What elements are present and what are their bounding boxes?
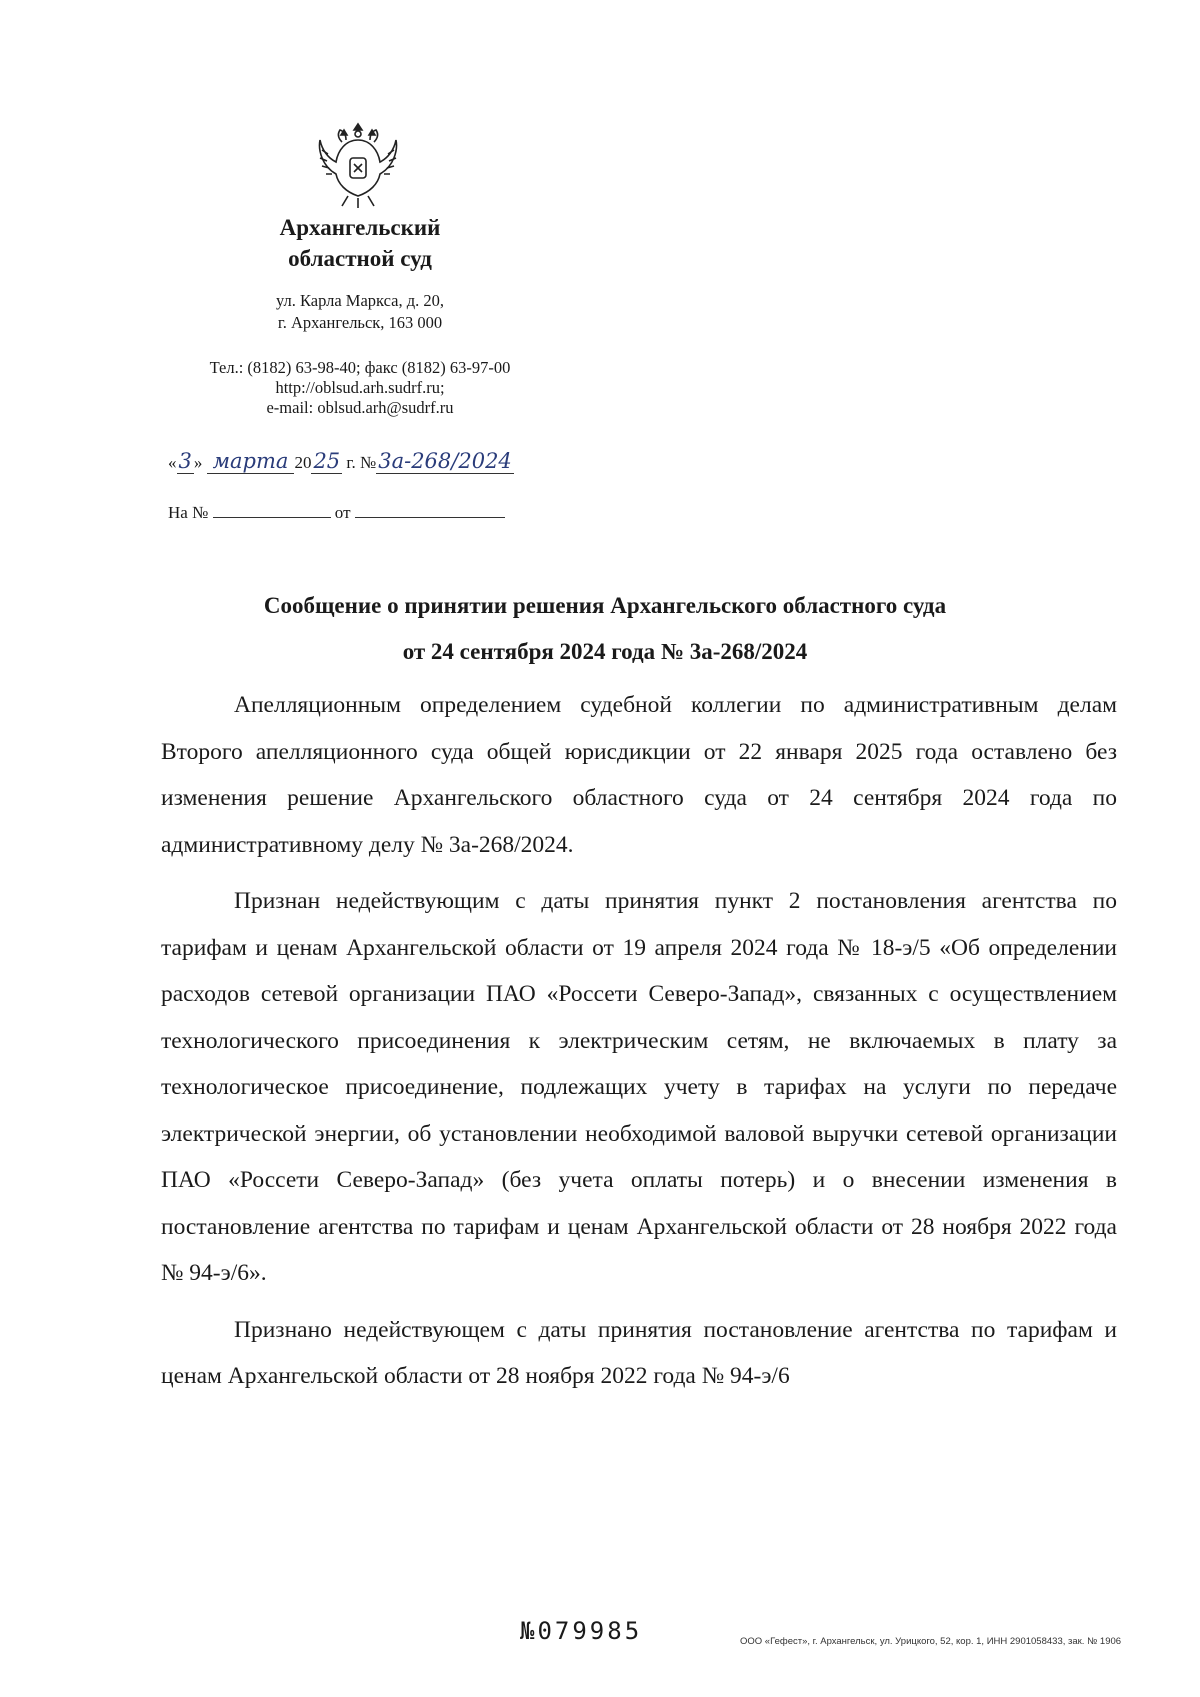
court-contacts <box>150 358 570 418</box>
document-title <box>150 583 1060 675</box>
website-link[interactable]: http://oblsud.arh.sudrf.ru; <box>275 378 445 397</box>
year-prefix: 20 <box>294 453 312 472</box>
paragraph-2: Признан недействующим с даты принятия пункт 2 постановления агентства по тарифам и ценам Архангельской области от 19 апреля 2024 года № 18-э/5 «Об определении расходов сетевой организации ПАО «Россети Северо-Запад», связанных с осуществлением технологического присоединения к электрическим сетям, не включаемых в плату за технологическое присоединение, подлежащих учету в тарифах на услуги по передаче электрической энергии, об установлении необходимой валовой выручки сетевой организации ПАО «Россети Северо-Запад» (без учета оплаты потерь) и о внесении изменения в постановление агентства по тарифам и ценам Архангельской области от 28 ноября 2022 года № 94-э/6». <box>161 888 1117 1286</box>
document-body <box>161 682 1117 1400</box>
address-line1: ул. Карла Маркса, д. 20, <box>275 291 445 310</box>
handwritten-year: 25 <box>313 449 341 473</box>
title-line2: от 24 сентября 2024 года № 3а-268/2024 <box>402 639 808 664</box>
reply-number-blank <box>213 503 331 518</box>
year-unit: г. <box>346 453 356 472</box>
reply-label: На № <box>168 503 209 522</box>
number-label: № <box>359 453 377 472</box>
quote-close: » <box>193 453 203 472</box>
handwritten-day: 3 <box>178 449 192 473</box>
address-line2: г. Архангельск, 163 000 <box>277 313 443 332</box>
phone-fax: Тел.: (8182) 63-98-40; факс (8182) 63-97-00 <box>209 358 511 377</box>
form-serial-number: №079985 <box>520 1617 643 1645</box>
court-name <box>200 212 520 274</box>
reply-reference-line <box>168 503 588 523</box>
court-address <box>200 290 520 334</box>
court-name-line2: областной суд <box>288 246 432 271</box>
quote-open: « <box>168 453 177 472</box>
paragraph-3: Признано недействующем с даты принятия постановление агентства по тарифам и ценам Архангельской области от 28 ноября 2022 года № 94-э/6 <box>161 1316 1117 1389</box>
handwritten-month: марта <box>207 449 295 474</box>
reply-date-blank <box>355 503 505 518</box>
email-link[interactable]: e-mail: oblsud.arh@sudrf.ru <box>266 398 454 417</box>
from-label: от <box>334 503 351 522</box>
dispatch-date-line <box>168 449 628 473</box>
double-headed-eagle-icon <box>312 116 404 212</box>
printer-imprint: ООО «Гефест», г. Архангельск, ул. Урицкого, 52, кор. 1, ИНН 2901058433, зак. № 1906 <box>740 1636 1122 1647</box>
handwritten-number: 3а-268/2024 <box>378 449 512 473</box>
court-name-line1: Архангельский <box>279 215 441 240</box>
title-line1: Сообщение о принятии решения Архангельского областного суда <box>263 593 947 618</box>
paragraph-1: Апелляционным определением судебной коллегии по административным делам Второго апелляционного суда общей юрисдикции от 22 января 2025 года оставлено без изменения решение Архангельского областного суда от 24 сентября 2024 года по административному делу № 3а-268/2024. <box>161 692 1117 858</box>
